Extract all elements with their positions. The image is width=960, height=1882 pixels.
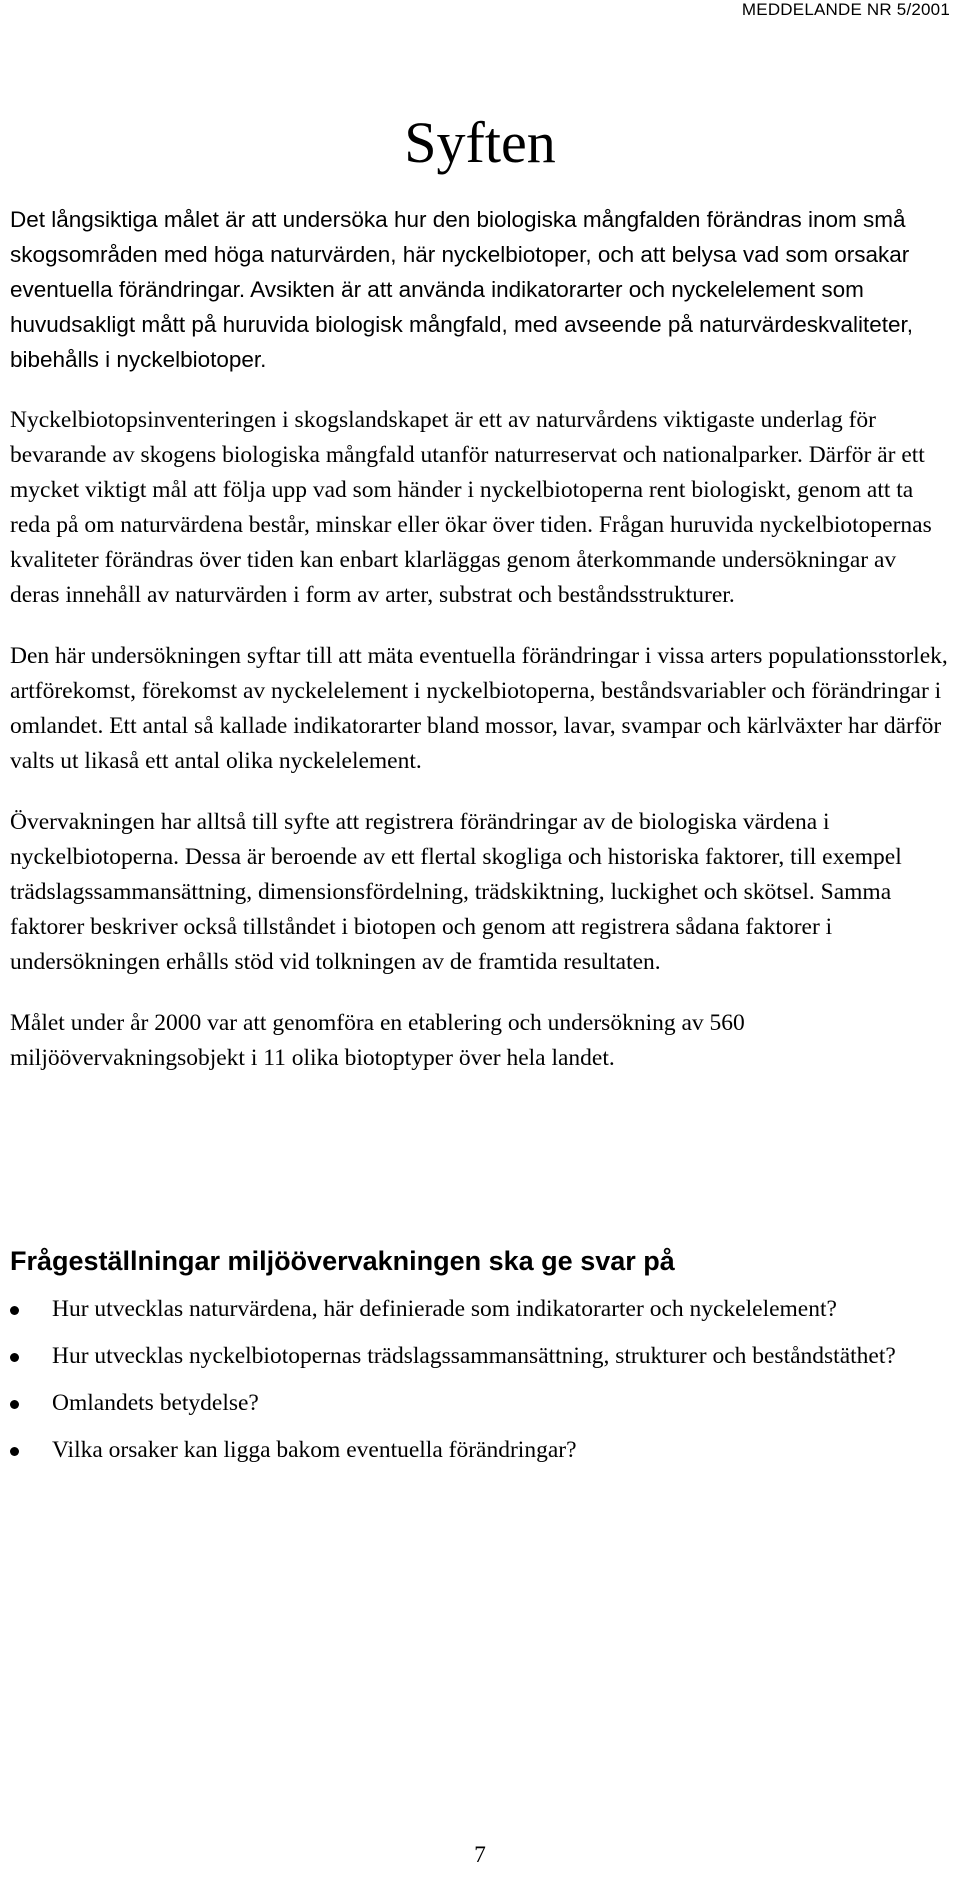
section-heading: Frågeställningar miljöövervakningen ska ge svar på bbox=[10, 1246, 675, 1276]
paragraph-goal-2000: Målet under år 2000 var att genomföra en etablering och undersökning av 560 miljöövervakningsobjekt i 11 olika biotoptyper över hela landet. bbox=[10, 1010, 745, 1071]
question-list bbox=[10, 1292, 950, 1480]
paragraph-inventory: Nyckelbiotopsinventeringen i skogslandskapet är ett av naturvårdens viktigaste underlag för bevarande av skogens biologiska mångfald utanför naturreservat och nationalparker. Därför är ett mycket viktigt mål att följa upp vad som händer i nyckelbiotoperna rent biologiskt, genom att ta reda på om naturvärdena består, minskar eller ökar över tiden. Frågan huruvida nyckelbiotopernas kvaliteter förändras över tiden kan enbart klarläggas genom återkommande undersökningar av deras innehåll av naturvärden i form av arter, substrat och beståndsstrukturer. bbox=[10, 407, 932, 608]
body-text bbox=[10, 202, 950, 1102]
bullet-icon bbox=[10, 1400, 19, 1409]
page-number: 7 bbox=[474, 1842, 486, 1868]
question-text: Hur utvecklas nyckelbiotopernas trädslagssammansättning, strukturer och beståndstäthet? bbox=[52, 1343, 896, 1369]
list-item bbox=[10, 1292, 950, 1327]
question-text: Hur utvecklas naturvärdena, här definierade som indikatorarter och nyckelelement? bbox=[52, 1296, 837, 1322]
list-item bbox=[10, 1433, 950, 1468]
list-item bbox=[10, 1386, 950, 1421]
list-item bbox=[10, 1339, 950, 1374]
paragraph-intro: Det långsiktiga målet är att undersöka hur den biologiska mångfalden förändras inom små skogsområden med höga naturvärden, här nyckelbiotoper, och att belysa vad som orsakar eventuella förändringar. Avsikten är att använda indikatorarter och nyckelelement som huvudsakligt mått på huruvida biologisk mångfald, med avseende på naturvärdeskvaliteter, bibehålls i nyckelbiotoper. bbox=[10, 207, 914, 372]
question-text: Vilka orsaker kan ligga bakom eventuella förändringar? bbox=[52, 1437, 577, 1463]
paragraph-monitoring: Övervakningen har alltså till syfte att registrera förändringar av de biologiska värdena i nyckelbiotoperna. Dessa är beroende av ett flertal skogliga och historiska faktorer, till exempel trädslagssammansättning, dimensionsfördelning, trädskiktning, luckighet och skötsel. Samma faktorer beskriver också tillståndet i biotopen och genom att registrera sådana faktorer i undersökningen erhålls stöd vid tolkningen av de framtida resultaten. bbox=[10, 809, 902, 975]
bullet-icon bbox=[10, 1306, 19, 1315]
running-header: MEDDELANDE NR 5/2001 bbox=[741, 0, 950, 19]
question-text: Omlandets betydelse? bbox=[52, 1390, 259, 1416]
bullet-icon bbox=[10, 1353, 19, 1362]
paragraph-study-aim: Den här undersökningen syftar till att mäta eventuella förändringar i vissa arters populationsstorlek, artförekomst, förekomst av nyckelelement i nyckelbiotoperna, beståndsvariabler och förändringar i omlandet. Ett antal så kallade indikatorarter bland mossor, lavar, svampar och kärlväxter har därför valts ut likaså ett antal olika nyckelelement. bbox=[10, 643, 948, 774]
page-title: Syften bbox=[404, 110, 556, 175]
bullet-icon bbox=[10, 1447, 19, 1456]
